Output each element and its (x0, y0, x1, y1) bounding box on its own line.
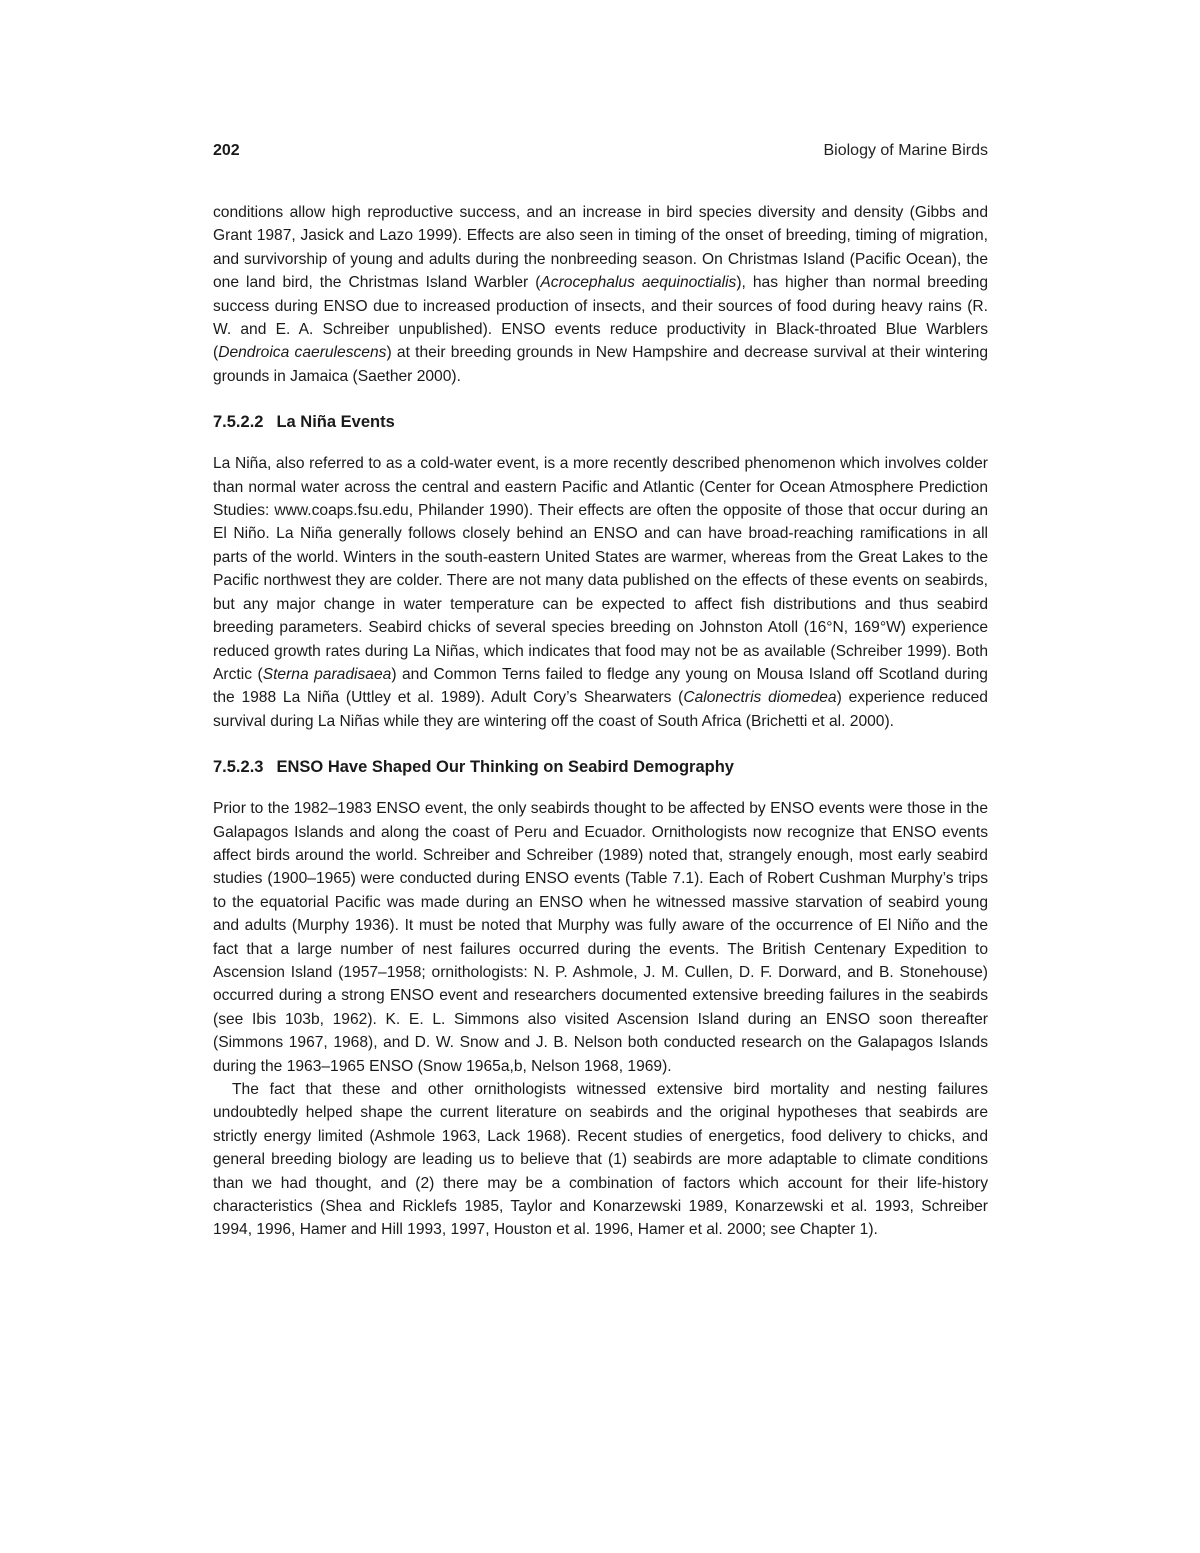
paragraph-energy-limited: The fact that these and other ornithologists witnessed extensive bird mortality and nesting failures undoubtedly helped shape the current literature on seabirds and the original hypotheses that seabirds are strictly energy limited (Ashmole 1963, Lack 1968). Recent studies of energetics, food delivery to chicks, and general breeding biology are leading us to believe that (1) seabirds are more adaptable to climate conditions than we had thought, and (2) there may be a combination of factors which account for their life-history characteristics (Shea and Ricklefs 1985, Taylor and Konarzewski 1989, Konarzewski et al. 1993, Schreiber 1994, 1996, Hamer and Hill 1993, 1997, Houston et al. 1996, Hamer et al. 2000; see Chapter 1). (213, 1081, 988, 1239)
book-title: Biology of Marine Birds (823, 142, 988, 159)
species-name-calonectris: Calonectris diomedea (683, 689, 837, 707)
paragraph-enso-history: Prior to the 1982–1983 ENSO event, the only seabirds thought to be affected by ENSO events were those in the Galapagos Islands and along the coast of Peru and Ecuador. Ornithologists now recognize that ENSO events affect birds around the world. Schreiber and Schreiber (1989) noted that, strangely enough, most early seabird studies (1900–1965) were conducted during ENSO events (Table 7.1). Each of Robert Cushman Murphy’s trips to the equatorial Pacific was made during an ENSO when he witnessed massive starvation of seabird young and adults (Murphy 1936). It must be noted that Murphy was fully aware of the occurrence of El Niño and the fact that a large number of nest failures occurred during the events. The British Centenary Expedition to Ascension Island (1957–1958; ornithologists: N. P. Ashmole, J. M. Cullen, D. F. Dorward, and B. Stonehouse) occurred during a strong ENSO event and researchers documented extensive breeding failures in the seabirds (see Ibis 103b, 1962). K. E. L. Simmons also visited Ascension Island during an ENSO soon thereafter (Simmons 1967, 1968), and D. W. Snow and J. B. Nelson both conducted research on the Galapagos Islands during the 1963–1965 ENSO (Snow 1965a,b, Nelson 1968, 1969). (213, 800, 988, 1075)
species-name-sterna: Sterna paradisaea (262, 665, 392, 683)
section-number: 7.5.2.2 (213, 413, 264, 432)
paragraph-continuation (213, 201, 988, 388)
section-title: La Niña Events (276, 413, 395, 432)
para1-text-2: ), has higher than normal breeding success during ENSO due to increased production of insects, and their sources of food during heavy rains (R. W. and E. A. Schreiber unpublished). ENSO events reduce productivity in Black-throated Blue Warblers ( (213, 274, 988, 362)
book-page (213, 142, 988, 1242)
paragraph-la-nina (213, 452, 988, 733)
para2-text-1: La Niña, also referred to as a cold-water event, is a more recently described phenomenon which involves colder than normal water across the central and eastern Pacific and Atlantic (Center for Ocean Atmosphere Prediction Studies: www.coaps.fsu.edu, Philander 1990). Their effects are often the opposite of those that occur during an El Niño. La Niña generally follows closely behind an ENSO and can have broad-reaching ramifications in all parts of the world. Winters in the south-eastern United States are warmer, whereas from the Great Lakes to the Pacific northwest they are colder. There are not many data published on the effects of these events on seabirds, but any major change in water temperature can be expected to affect fish distributions and thus seabird breeding parameters. Seabird chicks of several species breeding on Johnston Atoll (16°N, 169°W) experience reduced growth rates during La Niñas, which indicates that food may not be as available (Schreiber 1999). Both Arctic ( (213, 455, 988, 683)
para1-text-3: ) at their breeding grounds in New Hampshire and decrease survival at their wintering grounds in Jamaica (Saether 2000). (213, 344, 988, 385)
running-head (213, 142, 988, 166)
para2-text-3: ) experience reduced survival during La Niñas while they are wintering off the coast of South Africa (Brichetti et al. 2000). (213, 689, 988, 730)
section-heading-enso-demography (213, 755, 988, 779)
species-name-acrocephalus: Acrocephalus aequinoctialis (540, 274, 737, 292)
section-number: 7.5.2.3 (213, 758, 264, 777)
section-title: ENSO Have Shaped Our Thinking on Seabird Demography (276, 758, 734, 777)
page-number: 202 (213, 142, 240, 159)
para2-text-2: ) and Common Terns failed to fledge any young on Mousa Island off Scotland during the 1988 La Niña (Uttley et al. 1989). Adult Cory’s Shearwaters ( (213, 665, 988, 707)
species-name-dendroica: Dendroica caerulescens (218, 344, 387, 362)
section-heading-la-nina (213, 410, 988, 434)
para1-text-1: conditions allow high reproductive success, and an increase in bird species diversity and density (Gibbs and Grant 1987, Jasick and Lazo 1999). Effects are also seen in timing of the onset of breeding, timing of migration, and survivorship of young and adults during the nonbreeding season. On Christmas Island (Pacific Ocean), the one land bird, the Christmas Island Warbler ( (213, 204, 988, 292)
